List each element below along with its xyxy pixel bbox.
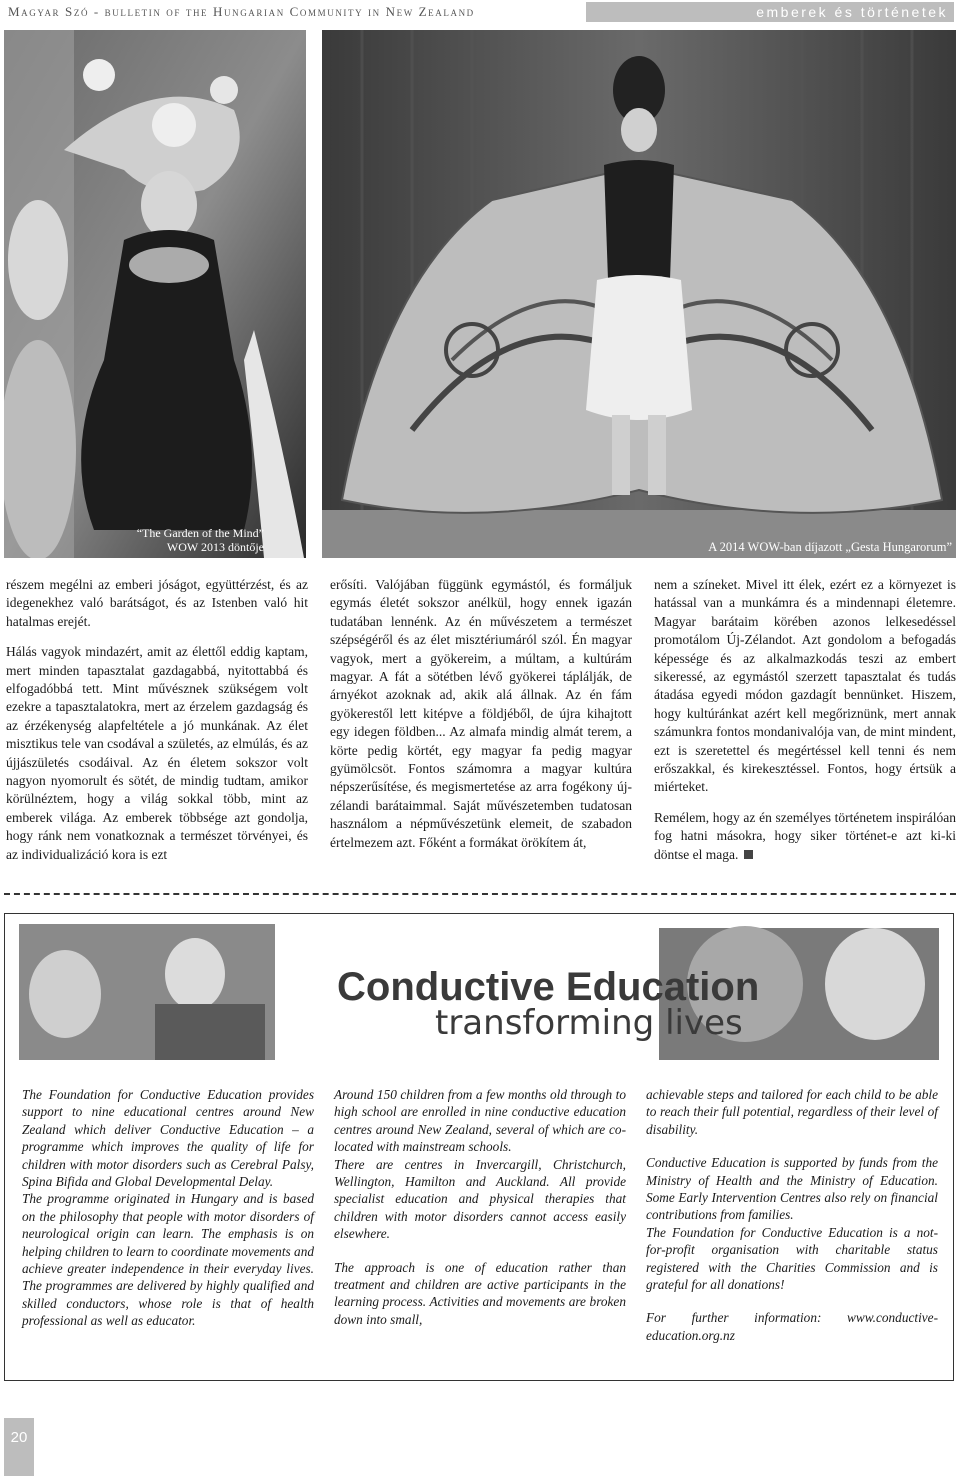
section-title: emberek és történetek [586,2,954,22]
photo-garden-of-the-mind [4,30,306,558]
article-paragraph: nem a színeket. Mivel itt élek, ezért ez a környezet is hatással van a munkámra és a mindennapi életemre. Magyar barátaim körében azonos lelkesedéssel promotálom Új-Zélandot. Azt gondolom a befogadás képessége és az alkalmazkodás teszi az embert sikeressé, az egymástól szerzett tapasztalat és tudás átadása egyedi módon gazdagít bennünket. Hiszem, hogy kultúránkat azért kell megőriznünk, mert annak számunkra fontos mondanivalója van, de mint mindent, ezt is szeretettel és megértéssel kell tenni és nem erőszakkal, és kirekesztéssel. Fontos, hogy értsük a miérteket. [654,577,956,795]
photo-left-caption-line1: “The Garden of the Mind” [136,526,264,540]
article-paragraph: Hálás vagyok mindazért, amit az élettől eddig kaptam, mert minden tapasztalat gazdagabbá, nyitottabbá és elfogadóbbá tett. Mint művésznek szükségem volt ezekre a tapasztalatokra, mert az érzelem gazdagság és az érzékenység alapfeltétele a jó munkának. Az élet misztikus tele van csodával a születés, az elmúlás, és az újjászületés csodáival. Az én életem sokszor volt nagyon nyomorult és sötét, de mindig tudtam, amikor körülnéztem, hogy a világ sokkal több, mint az emberek világa. Az emberek többsége azt gondolja, hogy ránk nem vonatkoznak a természet törvényei, és az individualizáció kora is ezt [6,644,308,862]
advert-column-2 [334,1086,626,1344]
advert-paragraph: The programme originated in Hungary and is based on the philosophy that people with motor disorders of neurological origin can learn. The emphasis is on helping children to learn to coordinate movements and achieve greater independence in their everyday lives. The programmes are delivered by highly qualified and skilled conductors, whose role is that of health professional as well as educator. [22,1191,314,1329]
end-of-article-mark [744,850,753,859]
section-divider [4,893,956,895]
advert-contact: For further information: www.conductive-education.org.nz [646,1310,938,1343]
article-paragraph: erősíti. Valójában függünk egymástól, és formáljuk egymás életét sokszor anélkül, hogy ennek igazán tudatában lennénk. Az én művészetem a természet szépségéről és az élet misztériumáról szól. Én magyar vagyok, mert a gyökereim, a múltam, a kultúrám magyar. A fát a sötétben lévő gyökerei táplálják, de árnyékot azoknak ad, akik alá állnak. Az én fám gyökerestől lett kitépve a földjéből, de újra kihajtott egy idegen földben... Az almafa mindig almát terem, a körte pedig körtét, egy magyar fa pedig magyar gyümölcsöt. Fontos számomra a magyar kultúra népszerűsítése, és megismertetése az arra fogékony új-zélandi barátaimmal. Saját művészetemben tudatosan használom a népművészetünk elemeit, de szabadon értelmezem azt. Főként a formákat örökítem át, [330,577,632,850]
advert-paragraph: Around 150 children from a few months old through to high school are enrolled in nine conductive education centres around New Zealand, several of which are co-located with mainstream schools. [334,1087,626,1155]
advert-paragraph: There are centres in Invercargill, Christchurch, Wellington, Hamilton and Auckland. All provide specialist education and physical therapies that children with motor disorders cannot access easily elsewhere. [334,1156,626,1242]
article-column-2 [330,576,632,864]
advert-column-3 [646,1086,938,1360]
advert-paragraph: achievable steps and tailored for each child to be able to reach their full potential, regardless of their level of disability. [646,1087,938,1137]
advert-paragraph: Conductive Education is supported by funds from the Ministry of Health and the Ministry of Education. Some Early Intervention Centres also rely on financial contributions from families. [646,1155,938,1223]
publication-title: Magyar Szó - bulletin of the Hungarian Community in New Zealand [8,4,475,19]
advert-paragraph: The approach is one of education rather than treatment and children are active participants in the learning process. Activities and movements are broken down into small, [334,1259,626,1327]
banner-title: Conductive Education [337,965,760,1009]
article-paragraph: Remélem, hogy az én személyes történetem inspirálóan fog hatni másokra, hogy siker történet-e azt ki-ki döntse el maga. [654,809,956,862]
advert-paragraph: The Foundation for Conductive Education is a not-for-profit organisation with charitable status registered with the Charities Commission and is grateful for all donations! [646,1224,938,1293]
photo-left-caption-line2: WOW 2013 döntője [166,540,264,554]
advert-paragraph: The Foundation for Conductive Education provides support to nine educational centres around New Zealand which deliver Conductive Education – a programme which improves the quality of life for children with motor disorders such as Cerebral Palsy, Spina Bifida and Global Developmental Delay. [22,1087,314,1190]
photo-right-caption: A 2014 WOW-ban díjazott „Gesta Hungarorum” [708,540,952,554]
article-column-1 [6,576,308,876]
advert-column-1 [22,1086,314,1346]
photo-gesta-hungarorum-image [322,30,956,558]
article-column-3 [654,576,956,876]
photo-gesta-hungarorum [322,30,956,558]
banner-subtitle: transforming lives [435,1003,743,1043]
photo-garden-of-the-mind-image [4,30,306,558]
advert-banner [5,914,952,1064]
page-number: 20 [4,1418,34,1476]
photo-left-caption [42,526,264,554]
article-paragraph: részem megélni az emberi jóságot, együttérzést, és az idegenekhez való barátságot, és az Istenben való hit hatalmas erejét. [6,577,308,629]
